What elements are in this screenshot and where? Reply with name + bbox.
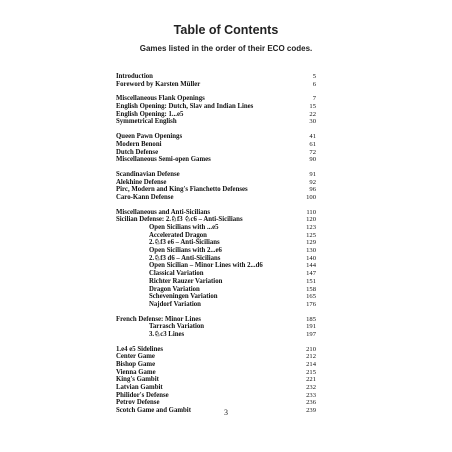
toc-entry-page: 91 [309, 170, 316, 178]
toc-entry-title: Miscellaneous Semi-open Games [116, 156, 211, 164]
toc-entry [116, 384, 316, 392]
toc-entry-page: 120 [306, 216, 316, 224]
page-subtitle: Games listed in the order of their ECO codes. [139, 44, 313, 53]
toc-entry-title: Dutch Defense [116, 148, 159, 156]
toc-entry [116, 81, 316, 89]
toc-entry-page: 233 [306, 391, 316, 399]
toc-entry [116, 179, 316, 187]
toc-entry-page: 22 [309, 110, 316, 118]
toc-entry-title: Petrov Defense [116, 399, 160, 407]
toc-entry [116, 133, 316, 141]
toc-entry-page: 165 [306, 293, 316, 301]
toc-entry-title: Scotch Game and Gambit [116, 407, 191, 415]
toc-entry [116, 376, 316, 384]
toc-entry-title: Foreword by Karsten Müller [116, 80, 201, 88]
toc-entry-page: 236 [306, 399, 316, 407]
toc-entry-page: 232 [306, 384, 316, 392]
toc-entry-title: Philidor's Defense [116, 391, 169, 399]
toc-entry-title: King's Gambit [116, 376, 159, 384]
toc-entry-title: Modern Benoni [116, 140, 162, 148]
toc-subentry [116, 239, 316, 247]
toc-entry-title: Dragon Variation [149, 285, 200, 293]
toc-entry [116, 156, 316, 164]
toc-entry-page: 72 [309, 148, 316, 156]
toc-entry-title: Alekhine Defense [116, 178, 167, 186]
toc-entry-page: 123 [306, 224, 316, 231]
toc-subentry [116, 224, 316, 232]
toc-entry [116, 369, 316, 377]
toc-entry-title: Symmetrical English [116, 118, 177, 126]
table-of-contents [116, 73, 316, 422]
toc-entry-title: Introduction [116, 73, 153, 80]
toc-entry [116, 194, 316, 202]
toc-entry-title: Classical Variation [149, 270, 204, 278]
toc-entry-page: 212 [306, 353, 316, 361]
toc-entry [116, 111, 316, 119]
toc-entry [116, 171, 316, 179]
toc-entry-page: 110 [306, 208, 316, 216]
toc-entry-page: 5 [312, 73, 316, 80]
toc-entry [116, 103, 316, 111]
toc-entry-page: 147 [306, 270, 316, 278]
toc-entry-title: French Defense: Minor Lines [116, 315, 201, 323]
toc-entry-page: 144 [306, 262, 316, 270]
toc-entry-page: 7 [312, 95, 316, 103]
toc-subentry [116, 278, 316, 286]
toc-entry [116, 316, 316, 324]
toc-entry-title: Miscellaneous and Anti-Sicilians [116, 208, 211, 216]
toc-entry-title: Tarrasch Variation [149, 323, 205, 331]
toc-entry-page: 214 [306, 361, 316, 368]
toc-subentry [116, 286, 316, 294]
toc-subentry [116, 301, 316, 309]
toc-entry-title: Najdorf Variation [149, 300, 201, 308]
toc-entry-page: 6 [312, 80, 316, 88]
toc-entry [116, 186, 316, 194]
toc-entry-page: 96 [309, 186, 316, 194]
toc-entry-title: Queen Pawn Openings [116, 133, 183, 141]
toc-entry [116, 346, 316, 354]
toc-entry-page: 61 [309, 140, 316, 148]
toc-group [116, 171, 316, 202]
toc-subentry [116, 255, 316, 263]
toc-entry-page: 41 [309, 133, 316, 141]
toc-entry-title: 1.e4 e5 Sidelines [116, 345, 164, 353]
toc-entry-title: Open Sicilians with 2...e6 [149, 247, 222, 255]
page-number: 3 [224, 408, 228, 417]
toc-group [116, 73, 316, 88]
toc-entry-title: Accelerated Dragon [149, 231, 207, 239]
toc-entry-title: Open Sicilians with ...e5 [149, 224, 219, 231]
toc-subentry [116, 262, 316, 270]
toc-group [116, 133, 316, 164]
toc-entry-page: 215 [306, 368, 316, 376]
page-title: Table of Contents [173, 23, 279, 37]
toc-entry [116, 353, 316, 361]
toc-entry-title: Pirc, Modern and King's Fianchetto Defenses [116, 186, 248, 194]
toc-entry-title: 2.♘f3 d6 – Anti-Sicilians [149, 254, 221, 262]
toc-group [116, 209, 316, 309]
toc-entry-page: 92 [309, 178, 316, 186]
toc-entry-title: Scandinavian Defense [116, 170, 180, 178]
toc-entry-title: 3.♘c3 Lines [149, 330, 185, 338]
toc-entry [116, 141, 316, 149]
toc-entry-page: 140 [306, 254, 316, 262]
toc-entry-title: Scheveningen Variation [149, 293, 218, 301]
toc-entry-page: 191 [306, 323, 316, 331]
toc-entry-page: 15 [309, 103, 316, 111]
toc-entry-page: 100 [306, 193, 316, 201]
toc-subentry [116, 247, 316, 255]
toc-entry-page: 221 [306, 376, 316, 384]
toc-entry [116, 95, 316, 103]
toc-entry-title: Open Sicilian – Minor Lines with 2...d6 [149, 262, 263, 270]
toc-entry [116, 73, 316, 81]
toc-entry-title: Richter Rauzer Variation [149, 277, 223, 285]
toc-entry-title: English Opening: 1...e5 [116, 110, 184, 118]
toc-subentry [116, 331, 316, 339]
toc-entry-page: 30 [309, 118, 316, 126]
toc-entry-page: 90 [309, 156, 316, 164]
toc-entry-page: 151 [306, 277, 316, 285]
toc-entry-page: 129 [306, 239, 316, 247]
toc-entry-page: 130 [306, 247, 316, 255]
toc-entry-title: Miscellaneous Flank Openings [116, 95, 205, 103]
toc-entry-title: English Opening: Dutch, Slav and Indian Lines [116, 103, 254, 111]
toc-group [116, 316, 316, 339]
toc-entry-page: 176 [306, 300, 316, 308]
toc-group [116, 346, 316, 415]
toc-entry [116, 118, 316, 126]
toc-entry-page: 210 [306, 345, 316, 353]
toc-entry-title: Latvian Gambit [116, 384, 163, 392]
toc-entry-page: 239 [306, 407, 316, 415]
toc-entry [116, 216, 316, 224]
toc-entry-title: 2.♘f3 e6 – Anti-Sicilians [149, 239, 220, 247]
toc-subentry [116, 293, 316, 301]
toc-entry [116, 361, 316, 369]
toc-entry-title: Vienna Game [116, 368, 156, 376]
toc-entry-page: 197 [306, 330, 316, 338]
toc-subentry [116, 270, 316, 278]
toc-entry-title: Caro-Kann Defense [116, 193, 174, 201]
toc-entry [116, 392, 316, 400]
toc-group [116, 95, 316, 126]
toc-entry-page: 185 [306, 315, 316, 323]
toc-entry-title: Sicilian Defense: 2.♘f3 ♘c6 – Anti-Sicilians [116, 216, 243, 224]
toc-entry-title: Bishop Game [116, 361, 156, 368]
toc-subentry [116, 323, 316, 331]
toc-entry-title: Center Game [116, 353, 155, 361]
toc-entry [116, 399, 316, 407]
toc-entry [116, 149, 316, 157]
toc-entry-page: 158 [306, 285, 316, 293]
toc-entry-page: 125 [306, 231, 316, 239]
